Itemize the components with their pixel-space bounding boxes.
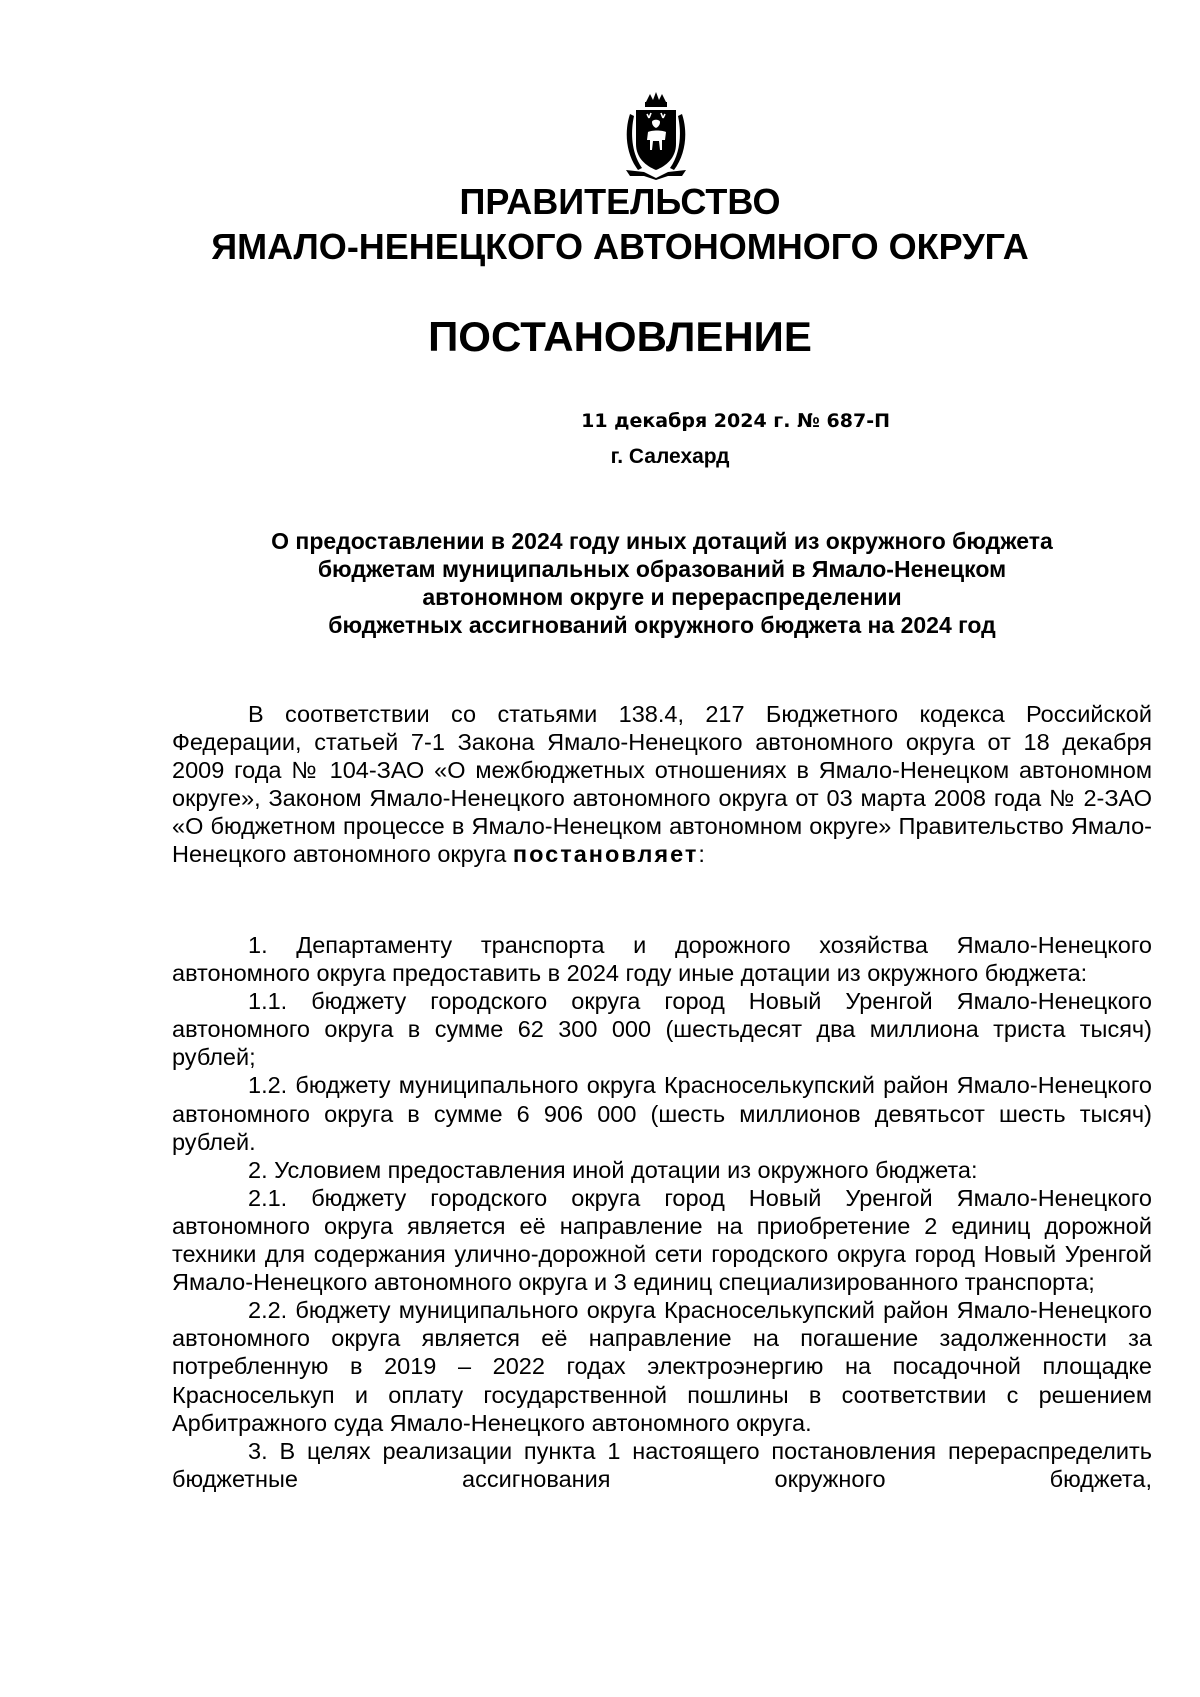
document-subject: [172, 527, 1152, 639]
item-1-2: 1.2. бюджету муниципального округа Красноселькупский район Ямало-Ненецкого автономного округа в сумме 6 906 000 (шесть миллионов девятьсот шесть тысяч) рублей.: [172, 1072, 1152, 1155]
coat-of-arms-icon: [622, 92, 690, 180]
document-number: № 687-П: [797, 410, 890, 432]
resolves-word: постановляет: [512, 841, 699, 868]
preamble-paragraph: [172, 700, 1152, 869]
document-city: г. Салехард: [610, 445, 730, 468]
subject-line: автономном округе и перераспределении: [422, 584, 902, 610]
resolves-colon: :: [698, 841, 705, 868]
preamble-text: В соответствии со статьями 138.4, 217 Бюджетного кодекса Российской Федерации, статьей 7-1 Закона Ямало-Ненецкого автономного округа от 18 декабря 2009 года № 104-ЗАО «О межбюджетных отношениях в Ямало-Ненецком автономном округе», Законом Ямало-Ненецкого автономного округа от 03 марта 2008 года № 2-ЗАО «О бюджетном процессе в Ямало-Ненецком автономном округе» Правительство Ямало-Ненецкого автономного округа: [172, 701, 1152, 868]
item-1: 1. Департаменту транспорта и дорожного хозяйства Ямало-Ненецкого автономного округа предоставить в 2024 году иные дотации из окружного бюджета:: [172, 932, 1152, 987]
item-2-2: 2.2. бюджету муниципального округа Красноселькупский район Ямало-Ненецкого автономного округа является её направление на погашение задолженности за потребленную в 2019 – 2022 годах электроэнергию на посадочной площадке Красноселькуп и оплату государственной пошлины в соответствии с решением Арбитражного суда Ямало-Ненецкого автономного округа.: [172, 1297, 1152, 1436]
item-2: 2. Условием предоставления иной дотации из окружного бюджета:: [248, 1156, 978, 1183]
document-date-number: [200, 408, 920, 434]
subject-line: О предоставлении в 2024 году иных дотаций из окружного бюджета: [271, 528, 1053, 554]
resolution-items: [172, 931, 1152, 1493]
subject-line: бюджетных ассигнований окружного бюджета на 2024 год: [328, 612, 996, 638]
preamble: [172, 700, 1152, 869]
government-title-line-2: ЯМАЛО-НЕНЕЦКОГО АВТОНОМНОГО ОКРУГА: [211, 226, 1029, 267]
document-date: 11 декабря 2024 г.: [581, 410, 791, 432]
item-1-1: 1.1. бюджету городского округа город Новый Уренгой Ямало-Ненецкого автономного округа в сумме 62 300 000 (шестьдесят два миллиона триста тысяч) рублей;: [172, 988, 1152, 1071]
item-2-1: 2.1. бюджету городского округа город Новый Уренгой Ямало-Ненецкого автономного округа является её направление на приобретение 2 единиц дорожной техники для содержания улично-дорожной сети городского округа город Новый Уренгой Ямало-Ненецкого автономного округа и 3 единиц специализированного транспорта;: [172, 1184, 1152, 1296]
item-3: 3. В целях реализации пункта 1 настоящего постановления перераспределить бюджетные ассигнования окружного бюджета,: [172, 1437, 1152, 1492]
subject-line: бюджетам муниципальных образований в Ямало-Ненецком: [317, 556, 1007, 582]
government-title-line-1: ПРАВИТЕЛЬСТВО: [459, 181, 781, 222]
document-type-title: ПОСТАНОВЛЕНИЕ: [428, 313, 812, 360]
